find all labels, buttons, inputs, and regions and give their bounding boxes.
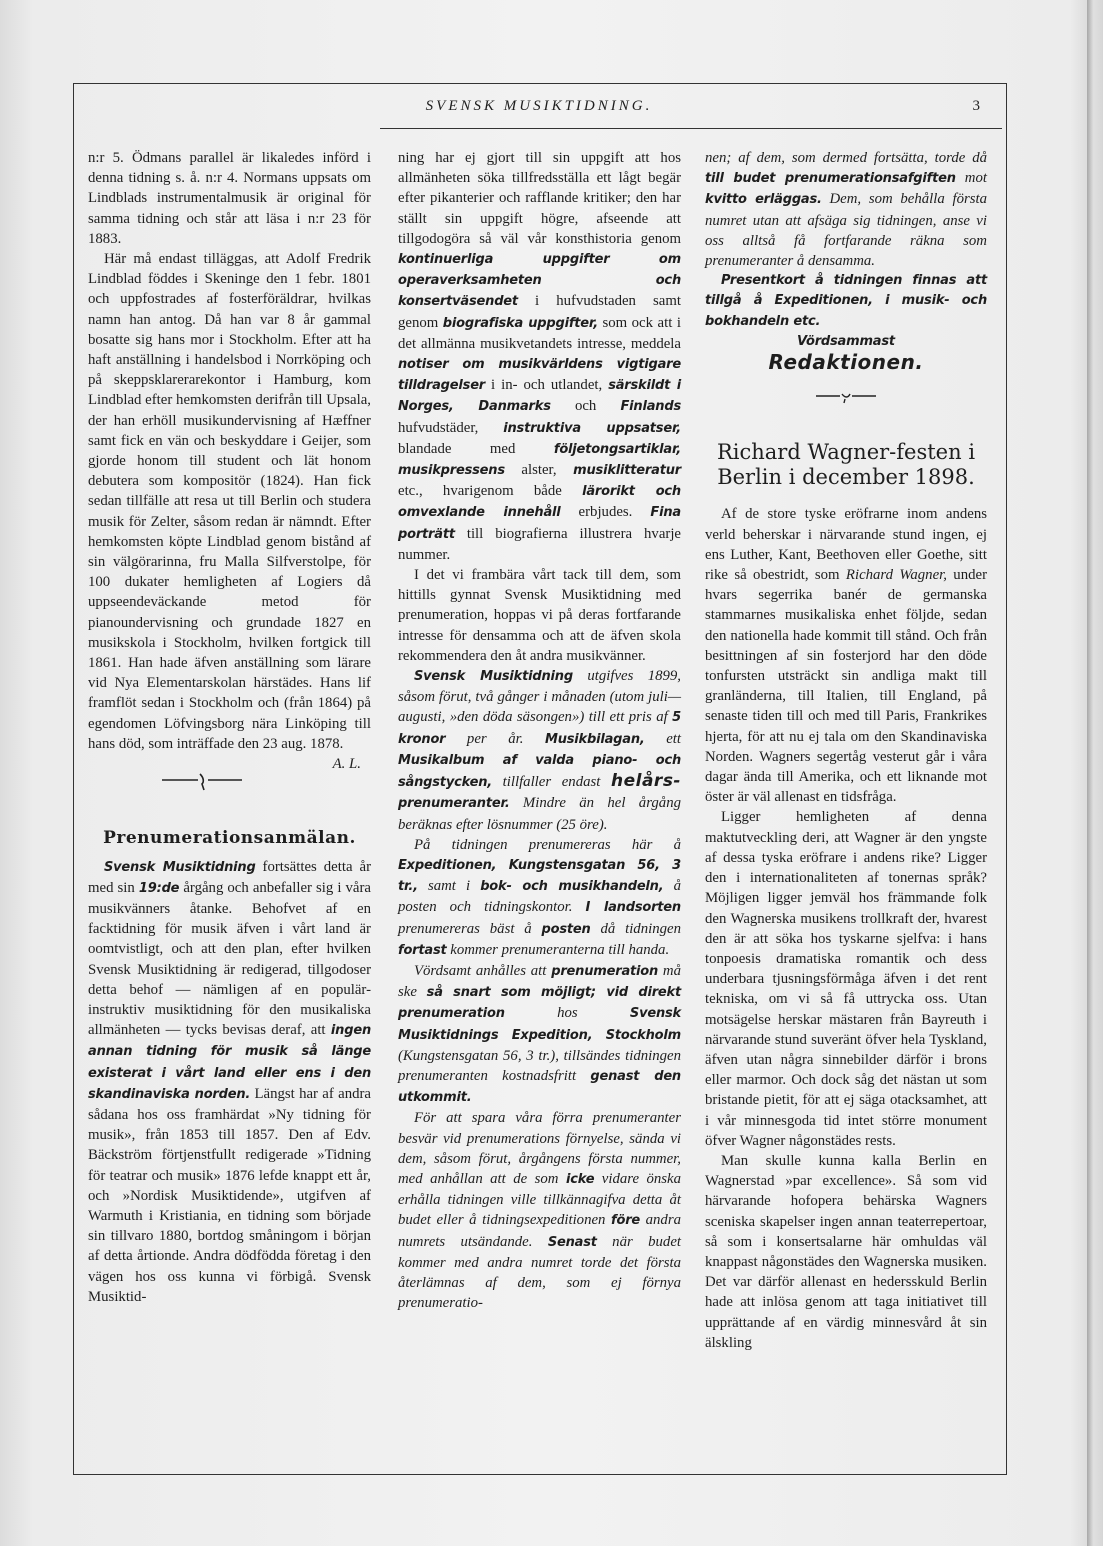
bold-text: lärorikt och omvexlande innehåll (398, 484, 681, 521)
text: Vördsamt anhålles att (414, 962, 552, 979)
text: Längst har af andra sådana hos oss framhärdat »Ny tidning för musik», från 1853 till 1857. Den af Edv. Bäckström förtjenstfullt redigerade »Tidning för teatrar och musik» 1876 lefde knappt ett år, och »Nordisk Musiktidende», utgifven af Warmuth i Kristiania, en tidning som började sin tillvaro 1880, bortdog småningom i början af detta årtionde. Andra dödfödda företag i den vägen hos oss kunna vi förbigå. Svensk Musiktid- (88, 1085, 371, 1305)
paragraph-request (398, 961, 681, 1108)
bold-text: särskildt i Norges, Danmarks (398, 378, 681, 415)
bold-text: före (611, 1213, 641, 1229)
bold-text: icke (565, 1171, 595, 1187)
bold-text: notiser om musikvärldens vigtigare tilldragelser (398, 357, 681, 394)
text: vidare önska erhålla tidningen ville tillkännagifva detta åt budet eller å tidningsexpeditionen (398, 1170, 681, 1229)
wagner-paragraph-3: Man skulle kunna kalla Berlin en Wagnerstad »par excellence». Så som vid härvarande hofopera behärska Wagners sceniska skapelser ingen annan teaterrepertoar, så som i konsertsalarne här omhuldas väl knappast någonstädes den Wagnerska musiken. Det var därför allenast en hedersskuld Berlin hade att inlösa genom att taga initiativet till upprättande af en värdig minnesvård åt sin älskling (705, 1152, 987, 1351)
bold-text: bok- och musikhandeln, (480, 879, 664, 895)
text: andra numrets utsändande. (398, 1212, 681, 1250)
bold-text: Fina porträtt (398, 505, 681, 542)
text: För att spara våra förra prenumeranter besvär vid prenumerations förnyelse, sända vi dem, såsom förut, årgångens första nummer, med anhållan att de som (398, 1110, 681, 1187)
editorial-signature: Redaktionen. (768, 350, 924, 375)
text: samt i (417, 878, 481, 895)
text: årgång och anbefaller sig i våra musikvänners åtanke. Behofvet af en facktidning för musik äfven i vårt land är oomtvistligt, och att den plan, efter hvilken Svensk Musiktidning är redigerad, tillgodoser detta behof — nämligen af en populär-instruktiv musiktidning för den musikaliska allmänheten — tycks bevisas deraf, att (88, 879, 371, 1039)
bold-text: biografiska uppgifter, (442, 315, 598, 331)
running-header (74, 98, 1004, 120)
signature: A. L. (332, 756, 361, 773)
wagner-paragraph-1 (705, 504, 987, 807)
column-2 (398, 148, 681, 1313)
text: fortsättes detta år med sin (88, 858, 371, 896)
bold-text: Expeditionen, Kungstensgatan 56, 3 tr., (398, 857, 681, 895)
bold-text: fortast (398, 942, 447, 958)
wagner-paragraph-2: Ligger hemligheten af denna maktutveckling deri, att Wagner är den yngste af dessa tyska eröfrare i andens rike? Ligger den i internationaliteten af tonernas språk? Möjligen ligger jemväl hos främmande folk den Wagnerska musikens trollkraft der, hvarest den är att söka hos tyskarne sjelfva: i hans tonpoesis dramatiska romantik och dess underbara tjusningsförmåga äfven i det rent tekniska, om vi så få uttrycka oss. Utan motsägelse herskar mästaren från Bayreuth i närvarande stund suveränt öfver hela Tyskland, äfven utan några sinnebilder därför i brons eller marmor. Och dock såg det nästan ut som bristande pietit, för att ej säga otacksamhet, att i vår minnesgoda tid intet större monument öfver Wagner någonstädes rests. (705, 809, 987, 1149)
page-edge (1087, 0, 1103, 1546)
bold-text: prenumeranter. (398, 796, 510, 812)
bold-text: så snart som möjligt; vid direkt prenumeration (398, 985, 682, 1022)
flourish-icon (160, 772, 244, 794)
bold-text: Svensk Musiktidning (414, 669, 573, 685)
text: Af de store tyske eröfrarne inom andens verld beherskar i närvarande stund ingen, ej ens Luther, Kant, Beethoven eller Goethe, sitt rike så obestridt, som (705, 506, 987, 584)
text: då tidningen (590, 920, 681, 937)
text: alster, (504, 462, 574, 479)
bold-text: Svensk Musiktidning (104, 859, 256, 875)
text: mot (955, 170, 987, 187)
text: erbjudes. (560, 504, 651, 521)
bold-text: följetongsartiklar, musikpressens (398, 441, 681, 479)
presentkort-notice: Presentkort å tidningen finnas att tillgå å Expeditionen, i musik- och bokhandeln etc. (705, 273, 987, 329)
article-title-wagner: Richard Wagner-festen i Berlin i december 1898. (716, 440, 976, 490)
text: utgifves 1899, såsom förut, två gånger i månaden (utom juli—augusti, »den döda säsongen») till ett pris af (398, 668, 682, 726)
bold-text: 19:de (138, 880, 180, 896)
text: prenumereras bäst å (398, 920, 542, 937)
text: ning har ej gjort till sin uppgift att hos allmänheten söka tillfredsställa ett lågt begär efter pikanterier och rafflande kritiker; den har ställt sin uppgift högre, afseende att tillgodogöra så väl vår konsthistoria genom (398, 150, 681, 247)
bold-text-large: helårs- (611, 771, 681, 792)
paragraph-thanks: I det vi frambära vårt tack till dem, som hittills gynnat Svensk Musiktidning med prenumeration, hoppas vi på deras fortfarande intresse för densamma och att de äfven skola rekommendera den åt andra musikvänner. (398, 567, 681, 664)
text: (Kungstensgatan 56, 3 tr.), tillsändes tidningen prenumeranten kostnadsfritt (398, 1047, 681, 1084)
bold-text: posten (541, 921, 591, 937)
ornament-divider-2 (705, 390, 987, 410)
bold-text: till budet prenumerationsafgiften (705, 171, 956, 187)
text: hufvudstäder, (398, 419, 504, 436)
paragraph-content (398, 148, 681, 565)
text: Mindre än hel årgång beräknas efter lösnummer (25 öre). (398, 795, 681, 833)
bold-text: genast den utkommit. (398, 1068, 681, 1106)
bold-text: kvitto erläggas. (705, 192, 822, 208)
text: hos (504, 1005, 630, 1022)
text: när budet kommer med andra numret torde det första återlämnas af dem, som ej förnya prenumeratio- (398, 1233, 681, 1312)
paragraph-renewal (398, 1108, 681, 1313)
column-3 (705, 148, 987, 1353)
lindblad-paragraph-2-text: Här må endast tilläggas, att Adolf Fredrik Lindblad föddes i Skeninge den 1 febr. 1801 och uppfostrades af fosterföräldrar, hvilkas namn han antog. Då han var 8 år gammal bosatte sig hans mor i Stockholm. Efter att ha haft anställning i handelsbod i Norrköping och på skeppsklarerarekontor i Hamburg, kom Lindblad efter hemkomsten derifrån till Upsala, der han erhöll musikundervisning af Hæffner samt fick en vän och beskyddare i Geijer, som gjorde honom till student och lät honom debutera som kompositör (1824). Han fick sedan tillfälle att resa ut till Berlin och studera musik för Zelter, såsom redan är nämndt. Efter hemkomsten köpte Lindblad genom bistånd af sin välgörarinna, fru Malla Silfverstolpe, för 100 dukater hemligheten af Logiers då uppseendeväckande metod för pianoundervisning och grundade 1827 en musikskola i Stockholm, hvilken fortgick till 1861. Han hade äfven anställning som lärare vid Nya Elementarskolan härstädes. Hans lif framflöt sedan i Stockholm och (från 1864) på egendomen Löfvingsborg nära Linköping till hans död, som inträffade den 23 aug. 1878. (88, 251, 371, 752)
page-number: 3 (972, 98, 980, 114)
section-title-prenumeration: Prenumerationsanmälan. (103, 828, 356, 849)
flourish-icon (814, 390, 878, 406)
bold-text: musiklitteratur (573, 463, 681, 479)
text: kommer prenumeranterna till handa. (446, 941, 670, 958)
italic-text: Richard Wagner, (845, 567, 947, 584)
journal-title: SVENSK MUSIKTIDNING. (425, 98, 653, 114)
paragraph-price (398, 666, 681, 835)
bold-text: Musikalbum af valda piano- och sångstycken, (398, 752, 681, 791)
bold-text: instruktiva uppsatser, (503, 420, 682, 436)
text: som ock att i det allmänna musikvetandets intresse, meddela (398, 314, 681, 352)
bold-text: Senast (547, 1234, 597, 1250)
text: per år. (445, 730, 545, 747)
text: etc., hvarigenom både (398, 483, 583, 500)
text: å posten och tidningskontor. (398, 878, 681, 916)
text: under hvars segerrika banér de germanska stammarnes musikaliska enhet följde, sedan den nationella hade kommit till stånd. Och från besittningen af sin fosterjord har den döde tonfursten utsträckt sin andliga makt till granländerna, till Italien, till England, på senaste tiden till och med till Paris, Frankrikes hjerta, för att nu ej tala om den Skandinaviska Norden. Wagners segertåg vesterut går i våra dagar ända till Amerika, och ett liknande mot öster är väl allenast en tidsfråga. (705, 567, 988, 806)
text: tillfaller endast (492, 774, 611, 791)
lindblad-paragraph-2 (88, 249, 371, 773)
closing-greeting: Vördsammast (797, 333, 895, 349)
lindblad-paragraph-1: n:r 5. Ödmans parallel är likaledes införd i denna tidning s. å. n:r 4. Normans uppsats om Lindblads instrumentalmusik är original för samma tidning och står att läsa i n:r 23 för 1883. (88, 150, 371, 247)
text: må ske (398, 962, 681, 1001)
header-rule (380, 128, 1002, 129)
bold-text: prenumeration (551, 963, 659, 979)
prenumeration-paragraph (88, 857, 371, 1307)
text: Dem, som behålla första numret utan att afsäga sig tidningen, anse vi oss alltså få fortfarande räkna som prenumeranter å densamma. (705, 191, 987, 270)
bold-text: Svensk Musiktidnings Expedition, Stockholm (398, 1006, 681, 1043)
bold-text: Musikbilagan, (544, 731, 645, 747)
text: i hufvudstaden samt genom (398, 293, 681, 331)
text: blandade med (398, 440, 554, 457)
ornament-divider (88, 772, 371, 798)
paragraph-where (398, 835, 681, 961)
text: nen; af dem, som dermed fortsätta, torde då (705, 150, 987, 166)
text: till biografierna illustrera hvarje nummer. (398, 525, 681, 563)
bold-text: I landsorten (585, 900, 681, 916)
text: ett (644, 730, 681, 747)
text: och (550, 398, 621, 415)
bold-text: 5 kronor (398, 710, 681, 747)
bold-text: kontinuerliga uppgifter om operaverksamheten och konsertväsendet (398, 252, 681, 310)
paragraph-continued (705, 148, 987, 271)
column-1 (88, 148, 371, 1307)
bold-text: ingen annan tidning för musik så länge existerat i vårt land eller ens i den skandinaviska norden. (88, 1023, 371, 1102)
bold-text: Finlands (620, 399, 682, 415)
text: På tidningen prenumereras här å (414, 836, 681, 853)
text: i in- och utlandet, (485, 377, 609, 394)
